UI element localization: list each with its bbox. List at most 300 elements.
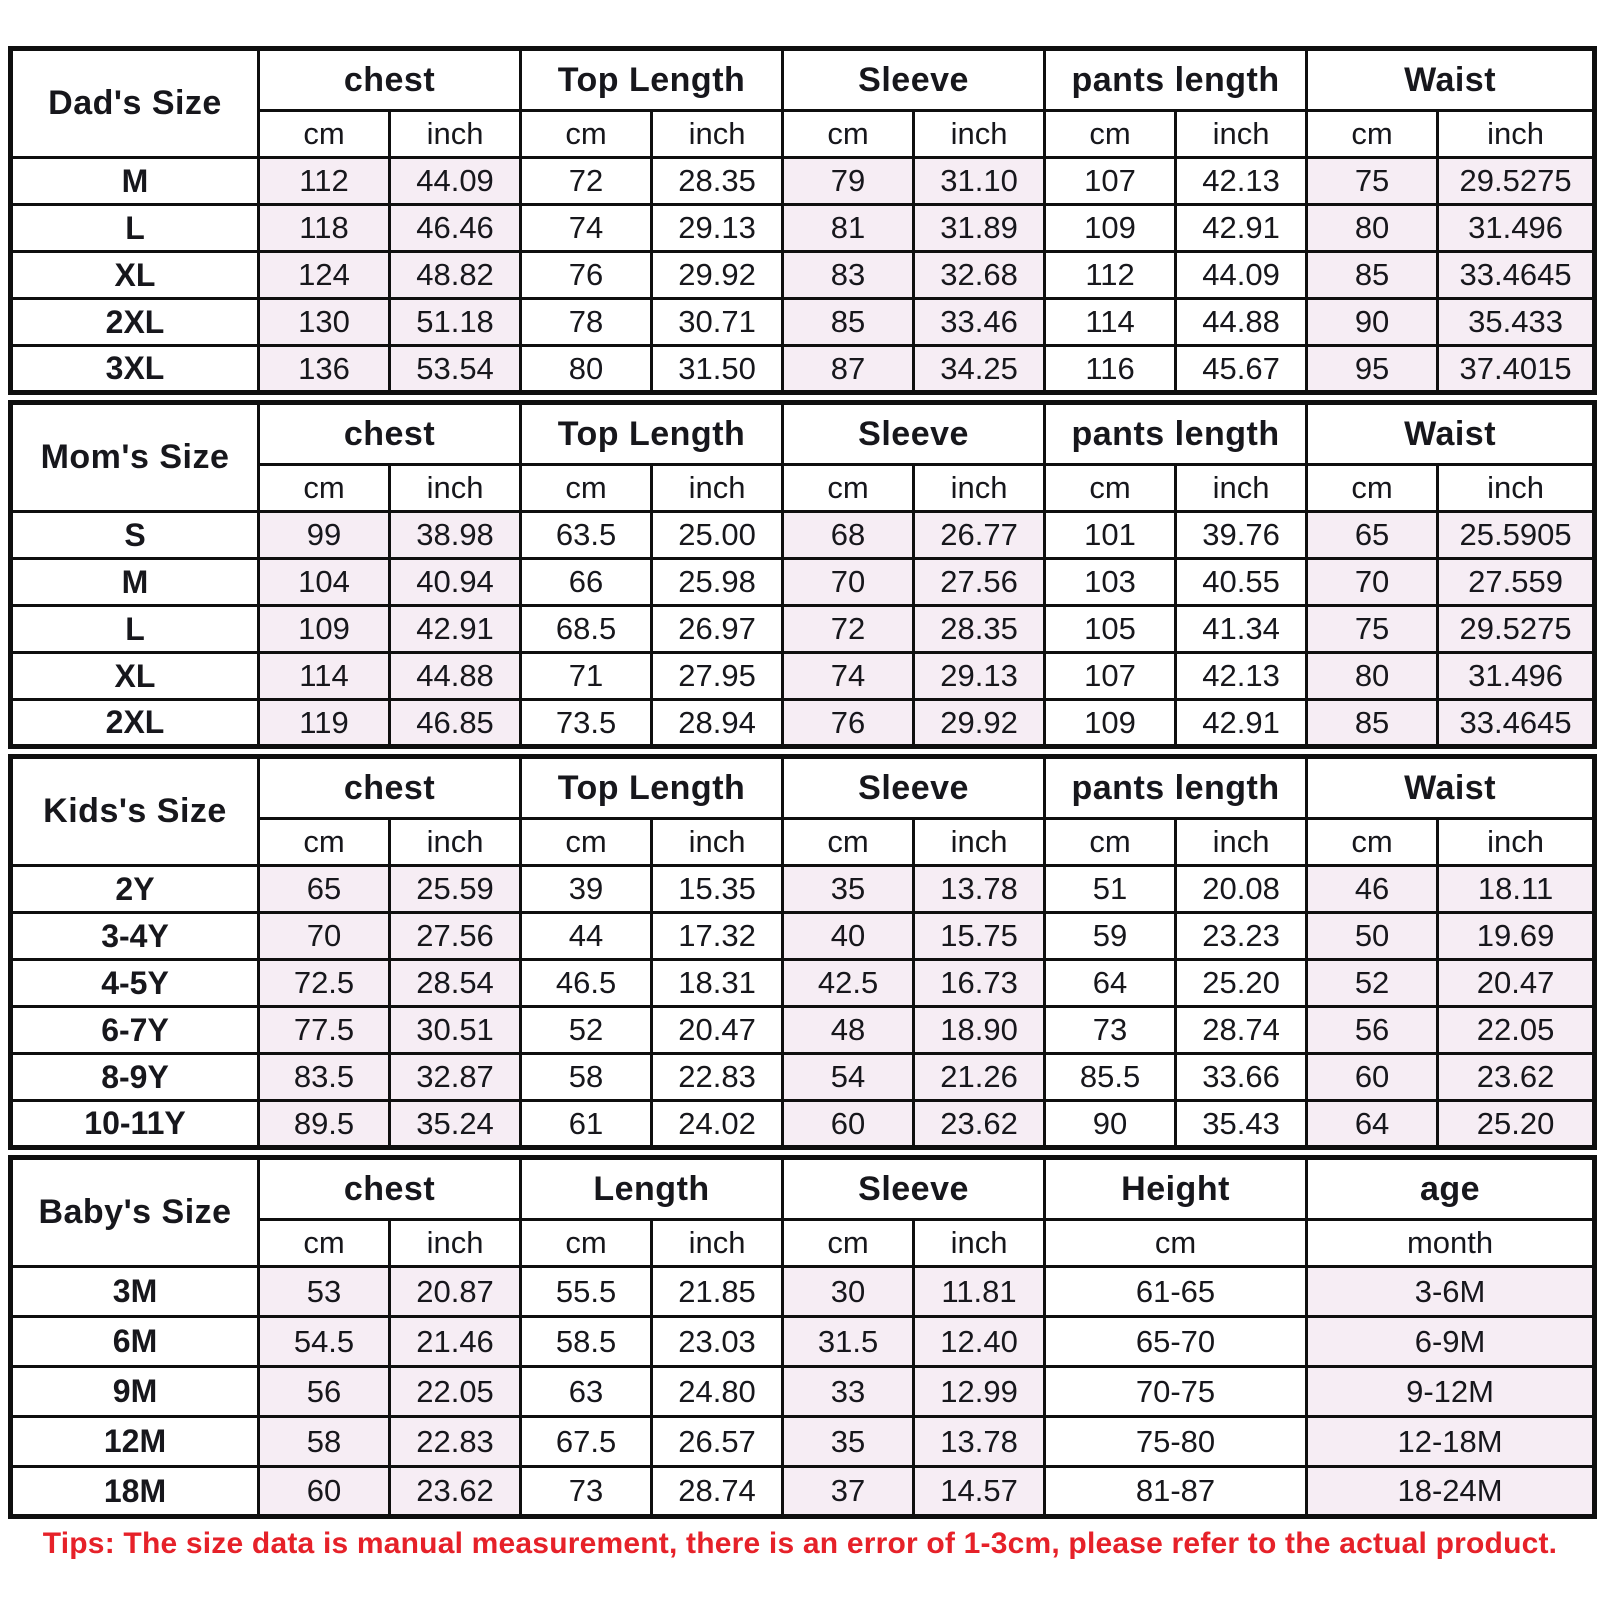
- table-row: [11, 346, 1595, 393]
- cell: 28.54: [390, 960, 521, 1007]
- cell: 31.5: [783, 1317, 914, 1367]
- unit-header: inch: [914, 465, 1045, 512]
- unit-header: inch: [914, 111, 1045, 158]
- unit-header: cm: [783, 1220, 914, 1267]
- cell: 56: [259, 1367, 390, 1417]
- cell: 21.85: [652, 1267, 783, 1317]
- cell: 61: [521, 1101, 652, 1148]
- cell: 73: [521, 1467, 652, 1517]
- unit-header: inch: [390, 465, 521, 512]
- row-size-label: 3-4Y: [11, 913, 259, 960]
- cell: 51: [1045, 866, 1176, 913]
- table-title: Mom's Size: [11, 403, 259, 512]
- table-row: [11, 512, 1595, 559]
- table-row: [11, 1417, 1595, 1467]
- cell: 37: [783, 1467, 914, 1517]
- cell: 80: [1307, 653, 1438, 700]
- cell: 107: [1045, 158, 1176, 205]
- table-row: [11, 1007, 1595, 1054]
- unit-header: inch: [1176, 819, 1307, 866]
- cell: 12.99: [914, 1367, 1045, 1417]
- table-row: [11, 158, 1595, 205]
- unit-header: cm: [783, 111, 914, 158]
- cell: 130: [259, 299, 390, 346]
- cell: 83: [783, 252, 914, 299]
- cell: 28.94: [652, 700, 783, 747]
- cell: 33.46: [914, 299, 1045, 346]
- cell: 52: [521, 1007, 652, 1054]
- cell: 33.66: [1176, 1054, 1307, 1101]
- cell: 101: [1045, 512, 1176, 559]
- cell: 29.5275: [1438, 606, 1595, 653]
- row-size-label: 2XL: [11, 700, 259, 747]
- size-table-dads: [8, 46, 1597, 395]
- cell: 23.62: [914, 1101, 1045, 1148]
- unit-header: inch: [390, 111, 521, 158]
- cell: 67.5: [521, 1417, 652, 1467]
- cell: 32.68: [914, 252, 1045, 299]
- group-header: pants length: [1045, 403, 1307, 465]
- cell: 42.91: [1176, 205, 1307, 252]
- cell: 50: [1307, 913, 1438, 960]
- cell: 25.20: [1438, 1101, 1595, 1148]
- cell: 124: [259, 252, 390, 299]
- cell: 64: [1307, 1101, 1438, 1148]
- unit-header: cm: [259, 1220, 390, 1267]
- cell: 61-65: [1045, 1267, 1307, 1317]
- table-row: [11, 913, 1595, 960]
- cell: 71: [521, 653, 652, 700]
- cell: 54.5: [259, 1317, 390, 1367]
- cell: 30: [783, 1267, 914, 1317]
- unit-header: inch: [914, 1220, 1045, 1267]
- table-row: [11, 1101, 1595, 1148]
- cell: 40.94: [390, 559, 521, 606]
- cell: 118: [259, 205, 390, 252]
- table-title: Dad's Size: [11, 49, 259, 158]
- table-row: [11, 866, 1595, 913]
- cell: 35.433: [1438, 299, 1595, 346]
- cell: 20.87: [390, 1267, 521, 1317]
- cell: 16.73: [914, 960, 1045, 1007]
- unit-header: cm: [1307, 465, 1438, 512]
- table-row: [11, 653, 1595, 700]
- cell: 40: [783, 913, 914, 960]
- cell: 31.50: [652, 346, 783, 393]
- unit-header: inch: [1176, 111, 1307, 158]
- row-size-label: 2Y: [11, 866, 259, 913]
- cell: 22.83: [390, 1417, 521, 1467]
- table-row: [11, 205, 1595, 252]
- cell: 44.09: [1176, 252, 1307, 299]
- cell: 26.57: [652, 1417, 783, 1467]
- cell: 109: [1045, 205, 1176, 252]
- cell: 136: [259, 346, 390, 393]
- cell: 23.62: [390, 1467, 521, 1517]
- cell: 44: [521, 913, 652, 960]
- cell: 48: [783, 1007, 914, 1054]
- cell: 77.5: [259, 1007, 390, 1054]
- cell: 20.08: [1176, 866, 1307, 913]
- cell: 41.34: [1176, 606, 1307, 653]
- table-row: [11, 559, 1595, 606]
- row-size-label: 3XL: [11, 346, 259, 393]
- cell: 75-80: [1045, 1417, 1307, 1467]
- cell: 25.59: [390, 866, 521, 913]
- cell: 15.75: [914, 913, 1045, 960]
- group-header: Top Length: [521, 403, 783, 465]
- cell: 104: [259, 559, 390, 606]
- cell: 29.13: [914, 653, 1045, 700]
- cell: 21.26: [914, 1054, 1045, 1101]
- cell: 3-6M: [1307, 1267, 1595, 1317]
- cell: 6-9M: [1307, 1317, 1595, 1367]
- table-title: Baby's Size: [11, 1158, 259, 1267]
- cell: 109: [1045, 700, 1176, 747]
- cell: 15.35: [652, 866, 783, 913]
- row-size-label: 8-9Y: [11, 1054, 259, 1101]
- unit-header: inch: [652, 111, 783, 158]
- table-row: [11, 1467, 1595, 1517]
- group-header: chest: [259, 757, 521, 819]
- cell: 27.559: [1438, 559, 1595, 606]
- cell: 103: [1045, 559, 1176, 606]
- unit-header: inch: [390, 819, 521, 866]
- row-size-label: XL: [11, 252, 259, 299]
- cell: 72: [783, 606, 914, 653]
- unit-header: inch: [1438, 465, 1595, 512]
- group-header: Sleeve: [783, 757, 1045, 819]
- cell: 59: [1045, 913, 1176, 960]
- row-size-label: 10-11Y: [11, 1101, 259, 1148]
- cell: 25.20: [1176, 960, 1307, 1007]
- cell: 58: [521, 1054, 652, 1101]
- cell: 73: [1045, 1007, 1176, 1054]
- cell: 28.74: [652, 1467, 783, 1517]
- cell: 30.51: [390, 1007, 521, 1054]
- size-table-baby: [8, 1155, 1597, 1519]
- group-header: pants length: [1045, 757, 1307, 819]
- unit-header: cm: [259, 819, 390, 866]
- cell: 37.4015: [1438, 346, 1595, 393]
- row-size-label: XL: [11, 653, 259, 700]
- table-row: [11, 1054, 1595, 1101]
- cell: 46.5: [521, 960, 652, 1007]
- unit-header: cm: [259, 465, 390, 512]
- cell: 109: [259, 606, 390, 653]
- cell: 29.92: [914, 700, 1045, 747]
- cell: 45.67: [1176, 346, 1307, 393]
- cell: 23.03: [652, 1317, 783, 1367]
- cell: 18-24M: [1307, 1467, 1595, 1517]
- cell: 18.90: [914, 1007, 1045, 1054]
- cell: 22.05: [390, 1367, 521, 1417]
- unit-header: inch: [390, 1220, 521, 1267]
- cell: 76: [783, 700, 914, 747]
- group-header: chest: [259, 403, 521, 465]
- cell: 95: [1307, 346, 1438, 393]
- cell: 73.5: [521, 700, 652, 747]
- cell: 107: [1045, 653, 1176, 700]
- cell: 80: [1307, 205, 1438, 252]
- cell: 33: [783, 1367, 914, 1417]
- cell: 72: [521, 158, 652, 205]
- measurement-tip: Tips: The size data is manual measurement, there is an error of 1-3cm, please refer to the actual product.: [42, 1527, 1558, 1560]
- cell: 12.40: [914, 1317, 1045, 1367]
- cell: 33.4645: [1438, 700, 1595, 747]
- cell: 81-87: [1045, 1467, 1307, 1517]
- cell: 44.09: [390, 158, 521, 205]
- cell: 21.46: [390, 1317, 521, 1367]
- unit-header: cm: [783, 465, 914, 512]
- cell: 23.62: [1438, 1054, 1595, 1101]
- cell: 63: [521, 1367, 652, 1417]
- cell: 46.46: [390, 205, 521, 252]
- cell: 75: [1307, 158, 1438, 205]
- cell: 112: [259, 158, 390, 205]
- cell: 65-70: [1045, 1317, 1307, 1367]
- cell: 85: [1307, 252, 1438, 299]
- cell: 114: [259, 653, 390, 700]
- cell: 63.5: [521, 512, 652, 559]
- table-row: [11, 1317, 1595, 1367]
- cell: 85: [1307, 700, 1438, 747]
- cell: 24.80: [652, 1367, 783, 1417]
- cell: 114: [1045, 299, 1176, 346]
- cell: 58: [259, 1417, 390, 1467]
- unit-header: inch: [652, 465, 783, 512]
- unit-header: cm: [1045, 819, 1176, 866]
- group-header: Waist: [1307, 757, 1595, 819]
- cell: 53: [259, 1267, 390, 1317]
- cell: 90: [1307, 299, 1438, 346]
- cell: 23.23: [1176, 913, 1307, 960]
- cell: 70: [783, 559, 914, 606]
- unit-header: cm: [1307, 111, 1438, 158]
- unit-header: cm: [521, 1220, 652, 1267]
- group-header: Sleeve: [783, 403, 1045, 465]
- group-header: Waist: [1307, 403, 1595, 465]
- cell: 42.91: [1176, 700, 1307, 747]
- cell: 70-75: [1045, 1367, 1307, 1417]
- cell: 25.00: [652, 512, 783, 559]
- cell: 9-12M: [1307, 1367, 1595, 1417]
- cell: 79: [783, 158, 914, 205]
- table-row: [11, 1367, 1595, 1417]
- cell: 70: [1307, 559, 1438, 606]
- cell: 38.98: [390, 512, 521, 559]
- cell: 81: [783, 205, 914, 252]
- cell: 31.496: [1438, 653, 1595, 700]
- cell: 34.25: [914, 346, 1045, 393]
- table-row: [11, 299, 1595, 346]
- cell: 25.98: [652, 559, 783, 606]
- cell: 85: [783, 299, 914, 346]
- cell: 44.88: [390, 653, 521, 700]
- group-header: Height: [1045, 1158, 1307, 1220]
- cell: 89.5: [259, 1101, 390, 1148]
- row-size-label: L: [11, 205, 259, 252]
- size-table-moms: [8, 400, 1597, 749]
- cell: 40.55: [1176, 559, 1307, 606]
- cell: 66: [521, 559, 652, 606]
- unit-header: cm: [259, 111, 390, 158]
- group-header: chest: [259, 49, 521, 111]
- cell: 44.88: [1176, 299, 1307, 346]
- cell: 28.74: [1176, 1007, 1307, 1054]
- cell: 60: [1307, 1054, 1438, 1101]
- cell: 33.4645: [1438, 252, 1595, 299]
- cell: 27.56: [914, 559, 1045, 606]
- unit-header: inch: [1176, 465, 1307, 512]
- cell: 42.91: [390, 606, 521, 653]
- cell: 13.78: [914, 866, 1045, 913]
- cell: 80: [521, 346, 652, 393]
- cell: 112: [1045, 252, 1176, 299]
- row-size-label: S: [11, 512, 259, 559]
- cell: 42.5: [783, 960, 914, 1007]
- cell: 70: [259, 913, 390, 960]
- cell: 55.5: [521, 1267, 652, 1317]
- row-size-label: 2XL: [11, 299, 259, 346]
- cell: 56: [1307, 1007, 1438, 1054]
- cell: 87: [783, 346, 914, 393]
- unit-header: month: [1307, 1220, 1595, 1267]
- unit-header: cm: [521, 819, 652, 866]
- cell: 68: [783, 512, 914, 559]
- row-size-label: M: [11, 559, 259, 606]
- unit-header: cm: [783, 819, 914, 866]
- cell: 13.78: [914, 1417, 1045, 1467]
- row-size-label: 6-7Y: [11, 1007, 259, 1054]
- cell: 90: [1045, 1101, 1176, 1148]
- group-header: age: [1307, 1158, 1595, 1220]
- cell: 39.76: [1176, 512, 1307, 559]
- cell: 54: [783, 1054, 914, 1101]
- cell: 75: [1307, 606, 1438, 653]
- row-size-label: 6M: [11, 1317, 259, 1367]
- cell: 18.31: [652, 960, 783, 1007]
- cell: 26.97: [652, 606, 783, 653]
- cell: 20.47: [652, 1007, 783, 1054]
- cell: 27.56: [390, 913, 521, 960]
- row-size-label: 4-5Y: [11, 960, 259, 1007]
- cell: 51.18: [390, 299, 521, 346]
- cell: 14.57: [914, 1467, 1045, 1517]
- cell: 29.92: [652, 252, 783, 299]
- cell: 28.35: [652, 158, 783, 205]
- unit-header: cm: [521, 465, 652, 512]
- unit-header: inch: [914, 819, 1045, 866]
- cell: 31.89: [914, 205, 1045, 252]
- cell: 26.77: [914, 512, 1045, 559]
- cell: 83.5: [259, 1054, 390, 1101]
- cell: 78: [521, 299, 652, 346]
- cell: 35.43: [1176, 1101, 1307, 1148]
- cell: 116: [1045, 346, 1176, 393]
- unit-header: cm: [1045, 111, 1176, 158]
- cell: 24.02: [652, 1101, 783, 1148]
- cell: 39: [521, 866, 652, 913]
- cell: 48.82: [390, 252, 521, 299]
- cell: 32.87: [390, 1054, 521, 1101]
- row-size-label: 18M: [11, 1467, 259, 1517]
- cell: 35.24: [390, 1101, 521, 1148]
- cell: 60: [783, 1101, 914, 1148]
- cell: 29.13: [652, 205, 783, 252]
- row-size-label: 9M: [11, 1367, 259, 1417]
- cell: 42.13: [1176, 158, 1307, 205]
- cell: 46.85: [390, 700, 521, 747]
- cell: 74: [521, 205, 652, 252]
- cell: 52: [1307, 960, 1438, 1007]
- table-row: [11, 252, 1595, 299]
- group-header: Sleeve: [783, 49, 1045, 111]
- cell: 64: [1045, 960, 1176, 1007]
- cell: 119: [259, 700, 390, 747]
- cell: 105: [1045, 606, 1176, 653]
- cell: 99: [259, 512, 390, 559]
- unit-header: cm: [1045, 465, 1176, 512]
- unit-header: inch: [652, 819, 783, 866]
- cell: 46: [1307, 866, 1438, 913]
- cell: 42.13: [1176, 653, 1307, 700]
- cell: 11.81: [914, 1267, 1045, 1317]
- cell: 28.35: [914, 606, 1045, 653]
- cell: 17.32: [652, 913, 783, 960]
- group-header: Waist: [1307, 49, 1595, 111]
- cell: 19.69: [1438, 913, 1595, 960]
- table-title: Kids's Size: [11, 757, 259, 866]
- unit-header: cm: [1045, 1220, 1307, 1267]
- group-header: pants length: [1045, 49, 1307, 111]
- row-size-label: 12M: [11, 1417, 259, 1467]
- cell: 76: [521, 252, 652, 299]
- row-size-label: 3M: [11, 1267, 259, 1317]
- unit-header: inch: [652, 1220, 783, 1267]
- cell: 22.05: [1438, 1007, 1595, 1054]
- group-header: Sleeve: [783, 1158, 1045, 1220]
- cell: 68.5: [521, 606, 652, 653]
- table-row: [11, 606, 1595, 653]
- cell: 85.5: [1045, 1054, 1176, 1101]
- cell: 30.71: [652, 299, 783, 346]
- cell: 65: [1307, 512, 1438, 559]
- group-header: chest: [259, 1158, 521, 1220]
- cell: 35: [783, 1417, 914, 1467]
- cell: 35: [783, 866, 914, 913]
- row-size-label: M: [11, 158, 259, 205]
- cell: 27.95: [652, 653, 783, 700]
- cell: 25.5905: [1438, 512, 1595, 559]
- unit-header: cm: [1307, 819, 1438, 866]
- table-row: [11, 960, 1595, 1007]
- cell: 20.47: [1438, 960, 1595, 1007]
- table-row: [11, 700, 1595, 747]
- unit-header: cm: [521, 111, 652, 158]
- group-header: Top Length: [521, 49, 783, 111]
- table-row: [11, 1267, 1595, 1317]
- unit-header: inch: [1438, 111, 1595, 158]
- cell: 74: [783, 653, 914, 700]
- group-header: Top Length: [521, 757, 783, 819]
- cell: 31.496: [1438, 205, 1595, 252]
- cell: 72.5: [259, 960, 390, 1007]
- size-tables-container: [8, 46, 1592, 1519]
- cell: 18.11: [1438, 866, 1595, 913]
- cell: 53.54: [390, 346, 521, 393]
- cell: 29.5275: [1438, 158, 1595, 205]
